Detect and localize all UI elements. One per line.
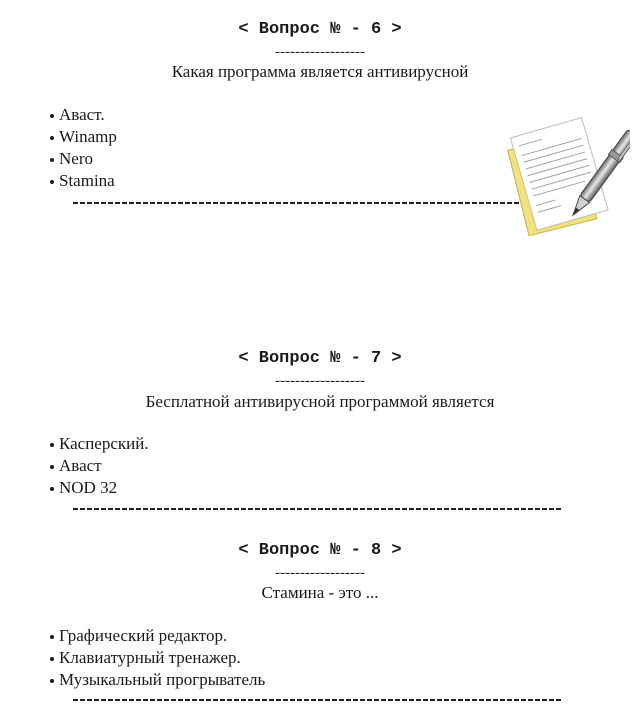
option-item[interactable]: Winamp xyxy=(50,126,117,148)
question-8-separator xyxy=(73,699,561,701)
question-7-header: < Вопрос № - 7 > xyxy=(238,349,402,368)
option-item[interactable]: Аваст xyxy=(50,455,149,477)
option-item[interactable]: Stamina xyxy=(50,170,117,192)
option-item[interactable]: Nero xyxy=(50,148,117,170)
option-item[interactable]: Касперский. xyxy=(50,433,149,455)
question-7-options xyxy=(50,433,149,499)
option-item[interactable]: Клавиатурный тренажер. xyxy=(50,647,265,669)
question-6-options xyxy=(50,104,117,192)
option-item[interactable]: Аваст. xyxy=(50,104,117,126)
question-6-separator xyxy=(73,202,528,204)
question-8-text: Стамина - это ... xyxy=(261,583,379,602)
question-7-separator xyxy=(73,508,561,510)
question-7-text: Бесплатной антивирусной программой является xyxy=(145,392,495,411)
question-6-short-rule: ------------------ xyxy=(275,44,365,60)
notepad-pen-icon xyxy=(502,108,630,236)
option-item[interactable]: Графический редактор. xyxy=(50,625,265,647)
option-item[interactable]: Музыкальный прогрыватель xyxy=(50,669,265,691)
question-6-text: Какая программа является антивирусной xyxy=(171,62,469,81)
question-8-options xyxy=(50,625,265,691)
question-7-short-rule: ------------------ xyxy=(275,373,365,389)
question-8-short-rule: ------------------ xyxy=(275,565,365,581)
question-6-header: < Вопрос № - 6 > xyxy=(238,20,402,39)
option-item[interactable]: NOD 32 xyxy=(50,477,149,499)
question-8-header: < Вопрос № - 8 > xyxy=(238,541,402,560)
